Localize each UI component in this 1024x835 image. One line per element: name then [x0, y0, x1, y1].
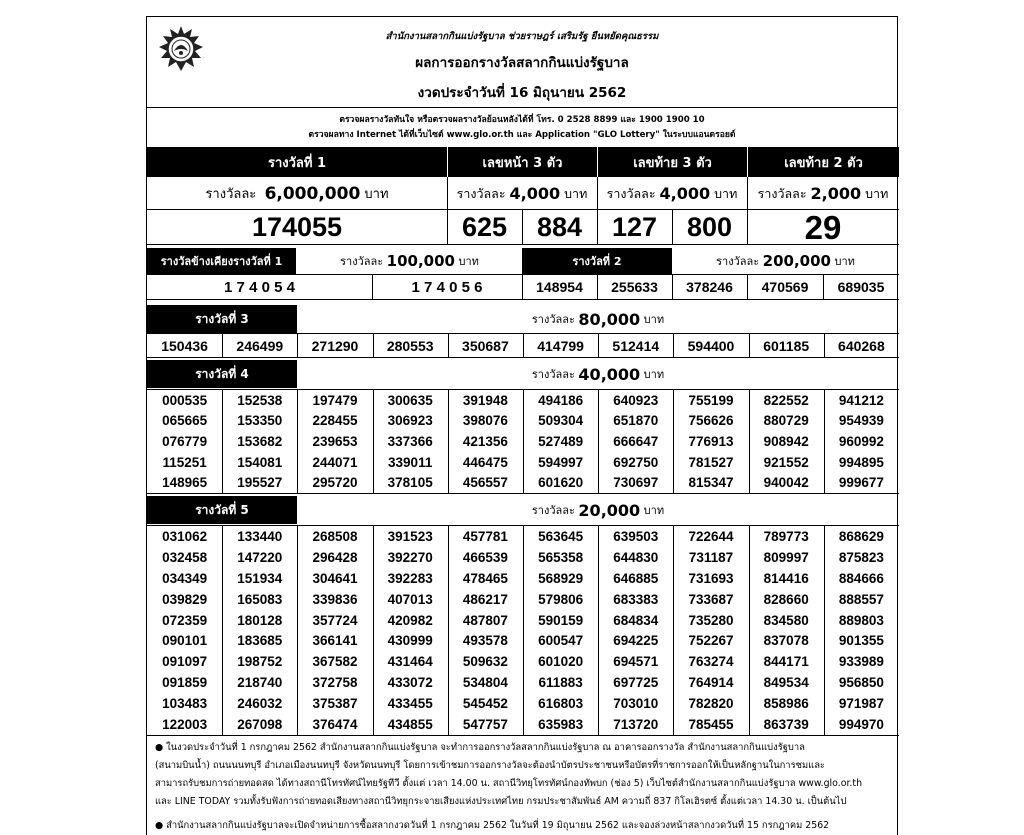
last2-number: 29: [804, 208, 842, 246]
prize-number: 960992: [838, 433, 884, 449]
prize-number: 391948: [462, 392, 508, 408]
prize-number: 456557: [462, 475, 508, 491]
prize-number: 034349: [162, 570, 208, 586]
prize-number: 446475: [462, 454, 508, 470]
prize-number: 722644: [688, 528, 734, 544]
near-first-number: 1 7 4 0 5 6: [411, 278, 483, 296]
prize-number: 430999: [387, 633, 433, 649]
third-prize-header: รางวัลที่ 3: [147, 305, 297, 333]
prize-number: 267098: [237, 717, 283, 733]
prize-number: 713720: [613, 717, 659, 733]
prize-number: 494186: [538, 392, 584, 408]
prize-number: 971987: [838, 696, 884, 712]
prize-number: 431464: [387, 654, 433, 670]
prize-number: 921552: [763, 454, 809, 470]
prize-number: 407013: [387, 591, 433, 607]
prize-number: 815347: [688, 475, 734, 491]
grid-line: [147, 735, 899, 736]
prize-number: 133440: [237, 528, 283, 544]
prize-number: 392283: [387, 570, 433, 586]
prize-number: 888557: [838, 591, 884, 607]
second-prize-number: 148954: [536, 279, 583, 295]
prize-number: 065665: [162, 413, 208, 429]
second-prize-number: 689035: [837, 279, 885, 295]
prize-number: 858986: [763, 696, 809, 712]
fourth-prize-header: รางวัลที่ 4: [147, 360, 297, 388]
prize-number: 703010: [613, 696, 659, 712]
prize-number: 594997: [538, 454, 584, 470]
prize-number: 246032: [237, 696, 283, 712]
note-line: สามารถรับชมการถ่ายทอดสด ได้ทางสถานีโทรทัศน์ไทยรัฐทีวี ตั้งแต่ เวลา 14.00 น. สถานีวิทยุโทรทัศน์กองทัพบก (ช่อง 5) เว็บไซต์สำนักงานสลากกินแบ่งรัฐบาล www.glo.or.th: [155, 778, 863, 789]
prize-number: 000535: [162, 392, 208, 408]
grid-line: [673, 389, 674, 493]
grid-line: [147, 299, 899, 300]
prize-number: 594400: [687, 337, 735, 354]
grid-line: [447, 177, 448, 245]
note-line: ● ในงวดประจำวันที่ 1 กรกฎาคม 2562 สำนักงานสลากกินแบ่งรัฐบาล จะทำการออกรางวัลสลากกินแบ่งรัฐบาล ณ อาคารออกรางวัล สำนักงานสลากกินแบ่งรัฐบาล: [155, 742, 805, 753]
grid-line: [747, 274, 748, 299]
prize-number: 151934: [237, 570, 283, 586]
first-prize-header: รางวัลที่ 1: [147, 147, 447, 177]
prize-number: 153682: [237, 433, 283, 449]
prize-number: 763274: [688, 654, 734, 670]
prize-number: 509632: [462, 654, 508, 670]
prize-number: 644830: [613, 549, 659, 565]
prize-number: 244071: [312, 454, 358, 470]
near-first-number: 1 7 4 0 5 4: [224, 278, 295, 296]
grid-line: [147, 493, 899, 494]
prize-number: 646885: [613, 570, 659, 586]
prize-number: 568929: [538, 570, 584, 586]
second-prize-amount: รางวัลละ 200,000 บาท: [716, 252, 855, 270]
prize-number: 837078: [763, 633, 809, 649]
prize-number: 295720: [312, 475, 358, 491]
prize-number: 875823: [838, 549, 884, 565]
prize-number: 639503: [613, 528, 659, 544]
grid-line: [222, 525, 223, 735]
prize-number: 651870: [613, 413, 659, 429]
back3-header: เลขท้าย 3 ตัว: [598, 147, 747, 177]
draw-date: งวดประจำวันที่ 16 มิถุนายน 2562: [417, 85, 627, 101]
grid-line: [672, 209, 673, 245]
prize-number: 941212: [838, 392, 884, 408]
prize-number: 147220: [237, 549, 283, 565]
prize-number: 933989: [838, 654, 884, 670]
prize-number: 509304: [538, 413, 584, 429]
grid-line: [598, 389, 599, 493]
back3-number: 800: [686, 212, 733, 242]
fifth-prize-header: รางวัลที่ 5: [147, 496, 297, 524]
prize-number: 218740: [237, 675, 283, 691]
prize-number: 031062: [162, 528, 208, 544]
page-title: ผลการออกรางวัลสลากกินแบ่งรัฐบาล: [415, 55, 629, 71]
prize-number: 782820: [688, 696, 734, 712]
back3-number: 127: [611, 212, 658, 242]
prize-number: 375387: [312, 696, 358, 712]
info-line-2: ตรวจผลทาง Internet ได้ที่เว็บไซต์ www.glo.or.th และ Application "GLO Lottery" ในระบบแอนดรอยด์: [308, 130, 736, 140]
grid-line: [448, 525, 449, 735]
prize-number: 091859: [162, 675, 208, 691]
prize-number: 271290: [311, 337, 359, 354]
prize-number: 590159: [538, 612, 584, 628]
prize-number: 165083: [237, 591, 283, 607]
lottery-results-sheet: [146, 16, 898, 835]
prize-number: 076779: [162, 433, 208, 449]
grid-line: [597, 177, 598, 245]
note-line: ● สำนักงานสลากกินแบ่งรัฐบาลจะเปิดจำหน่ายการซื้อสลากงวดวันที่ 1 กรกฎาคม 2562 ในวันที่ 19 มิถุนายน 2562 และจองล่วงหน้าสลากงวดวันที่ 15 กรกฎาคม 2562: [155, 820, 830, 831]
near-first-header: รางวัลข้างเคียงรางวัลที่ 1: [147, 248, 296, 274]
prize-number: 180128: [237, 612, 283, 628]
prize-number: 268508: [312, 528, 358, 544]
prize-number: 154081: [237, 454, 283, 470]
prize-number: 457781: [462, 528, 508, 544]
prize-number: 697725: [613, 675, 659, 691]
prize-number: 868629: [838, 528, 884, 544]
second-prize-number: 378246: [686, 279, 733, 295]
prize-number: 635983: [538, 717, 584, 733]
prize-number: 103483: [162, 696, 208, 712]
first-prize-number: 174055: [251, 212, 343, 242]
grid-line: [598, 525, 599, 735]
prize-number: 640268: [838, 337, 885, 354]
grid-line: [523, 389, 524, 493]
prize-number: 756626: [688, 413, 734, 429]
prize-number: 789773: [763, 528, 809, 544]
prize-number: 433072: [387, 675, 433, 691]
grid-line: [749, 525, 750, 735]
prize-number: 152538: [237, 392, 283, 408]
info-line-1: ตรวจผลรางวัลทันใจ หรือตรวจผลรางวัลย้อนหลังได้ที่ โทร. 0 2528 8899 และ 1900 1900 10: [339, 115, 705, 125]
prize-number: 999677: [838, 475, 884, 491]
prize-number: 880729: [763, 413, 809, 429]
prize-number: 420982: [387, 612, 433, 628]
grid-line: [448, 333, 449, 357]
prize-number: 565358: [538, 549, 584, 565]
prize-number: 350687: [462, 337, 509, 354]
note-line: (สนามบินน้ำ) ถนนนนทบุรี อำเภอเมืองนนทบุรี จังหวัดนนทบุรี โดยการเข้าชมการออกรางวัลจะต้องนำบัตรประชาชนหรือบัตรที่ราชการออกให้เป็นหลักฐานในการชมและ: [155, 760, 825, 771]
prize-number: 339836: [312, 591, 358, 607]
prize-number: 466539: [462, 549, 508, 565]
prize-number: 339011: [388, 454, 433, 470]
prize-number: 115251: [162, 454, 207, 470]
prize-number: 694225: [613, 633, 659, 649]
prize-number: 039829: [162, 591, 208, 607]
front3-amount: รางวัลละ 4,000 บาท: [456, 184, 588, 203]
prize-number: 512414: [612, 337, 660, 354]
prize-number: 600547: [538, 633, 584, 649]
fifth-prize-amount: รางวัลละ 20,000 บาท: [531, 500, 665, 520]
prize-number: 785455: [688, 717, 734, 733]
prize-number: 601620: [538, 475, 584, 491]
prize-number: 183685: [237, 633, 283, 649]
prize-number: 421356: [462, 433, 508, 449]
prize-number: 032458: [162, 549, 208, 565]
prize-number: 239653: [312, 433, 358, 449]
second-prize-number: 470569: [761, 279, 809, 295]
prize-number: 692750: [613, 454, 659, 470]
prize-number: 733687: [688, 591, 734, 607]
prize-number: 091097: [162, 654, 208, 670]
grid-line: [673, 525, 674, 735]
grid-line: [598, 333, 599, 357]
prize-number: 940042: [763, 475, 809, 491]
prize-number: 616803: [538, 696, 584, 712]
prize-number: 366141: [312, 633, 358, 649]
prize-number: 889803: [838, 612, 884, 628]
second-prize-number: 255633: [611, 279, 658, 295]
prize-number: 954939: [838, 413, 884, 429]
prize-number: 828660: [763, 591, 809, 607]
grid-line: [673, 333, 674, 357]
grid-line: [823, 274, 824, 299]
prize-number: 640923: [613, 392, 659, 408]
prize-number: 392270: [387, 549, 433, 565]
prize-number: 834580: [763, 612, 809, 628]
prize-number: 300635: [387, 392, 433, 408]
prize-number: 601185: [763, 337, 810, 354]
prize-number: 545452: [462, 696, 508, 712]
prize-number: 372758: [312, 675, 358, 691]
note-line: และ LINE TODAY รวมทั้งรับฟังการถ่ายทอดเสียงทางสถานีวิทยุกระจายเสียงแห่งประเทศไทย กรมประชาสัมพันธ์ AM ความถี่ 837 กิโลเฮิรตซ์ ตั้งแต่เวลา 14.30 น. เป็นต้นไป: [155, 796, 847, 807]
prize-number: 684834: [613, 612, 659, 628]
grid-line: [824, 333, 825, 357]
prize-number: 547757: [462, 717, 508, 733]
prize-number: 579806: [538, 591, 584, 607]
grid-line: [373, 333, 374, 357]
prize-number: 486217: [462, 591, 508, 607]
prize-number: 994970: [838, 717, 884, 733]
grid-line: [824, 525, 825, 735]
prize-number: 122003: [162, 717, 208, 733]
grid-line: [147, 209, 899, 210]
prize-number: 764914: [688, 675, 734, 691]
prize-number: 198752: [237, 654, 283, 670]
third-prize-amount: รางวัลละ 80,000 บาท: [531, 309, 665, 329]
prize-number: 563645: [538, 528, 584, 544]
grid-line: [372, 274, 373, 299]
prize-number: 337366: [387, 433, 433, 449]
prize-number: 434855: [387, 717, 433, 733]
first-prize-amount: รางวัลละ 6,000,000 บาท: [205, 183, 389, 204]
prize-number: 306923: [387, 413, 433, 429]
grid-line: [297, 525, 298, 735]
prize-number: 884666: [838, 570, 884, 586]
prize-number: 228455: [312, 413, 358, 429]
grid-line: [523, 525, 524, 735]
prize-number: 844171: [763, 654, 809, 670]
front3-header: เลขหน้า 3 ตัว: [448, 147, 597, 177]
prize-number: 731187: [688, 549, 734, 565]
prize-number: 611883: [538, 675, 583, 691]
last2-amount: รางวัลละ 2,000 บาท: [757, 184, 889, 203]
grid-line: [597, 274, 598, 299]
prize-number: 153350: [237, 413, 283, 429]
prize-number: 304641: [312, 570, 358, 586]
prize-number: 072359: [162, 612, 208, 628]
grid-line: [672, 274, 673, 299]
prize-number: 433455: [387, 696, 433, 712]
grid-line: [147, 357, 899, 358]
prize-number: 487807: [462, 612, 508, 628]
prize-number: 296428: [312, 549, 358, 565]
prize-number: 090101: [162, 633, 208, 649]
prize-number: 376474: [312, 717, 358, 733]
grid-line: [522, 209, 523, 245]
prize-number: 195527: [237, 475, 283, 491]
prize-number: 901355: [838, 633, 884, 649]
second-prize-header: รางวัลที่ 2: [522, 248, 672, 274]
prize-number: 478465: [462, 570, 508, 586]
prize-number: 849534: [763, 675, 809, 691]
prize-number: 809997: [763, 549, 809, 565]
grid-line: [747, 177, 748, 245]
prize-number: 280553: [386, 337, 434, 354]
org-motto: สำนักงานสลากกินแบ่งรัฐบาล ช่วยราษฎร์ เสริมรัฐ ยืนหยัดคุณธรรม: [385, 31, 659, 42]
grid-line: [749, 389, 750, 493]
prize-number: 822552: [763, 392, 809, 408]
prize-number: 908942: [763, 433, 809, 449]
prize-number: 694571: [613, 654, 659, 670]
prize-number: 367582: [312, 654, 358, 670]
grid-line: [373, 389, 374, 493]
near-first-amount: รางวัลละ 100,000 บาท: [340, 252, 479, 270]
grid-line: [824, 389, 825, 493]
prize-number: 814416: [763, 570, 809, 586]
grid-line: [448, 389, 449, 493]
prize-number: 601020: [538, 654, 584, 670]
prize-number: 776913: [688, 433, 734, 449]
prize-number: 493578: [462, 633, 508, 649]
prize-number: 755199: [688, 392, 734, 408]
prize-number: 414799: [537, 337, 584, 354]
grid-line: [297, 333, 298, 357]
prize-number: 398076: [462, 413, 508, 429]
prize-number: 534804: [462, 675, 508, 691]
prize-number: 683383: [613, 591, 659, 607]
prize-number: 752267: [688, 633, 734, 649]
header-divider: [147, 107, 897, 108]
grid-line: [522, 274, 523, 299]
grid-line: [222, 333, 223, 357]
grid-line: [373, 525, 374, 735]
prize-number: 730697: [613, 475, 659, 491]
prize-number: 148965: [162, 475, 208, 491]
fourth-prize-amount: รางวัลละ 40,000 บาท: [531, 364, 665, 384]
prize-number: 391523: [387, 528, 433, 544]
last2-header: เลขท้าย 2 ตัว: [748, 147, 899, 177]
back3-amount: รางวัลละ 4,000 บาท: [606, 184, 738, 203]
prize-number: 527489: [538, 433, 584, 449]
grid-line: [147, 244, 899, 245]
grid-line: [523, 333, 524, 357]
prize-number: 357724: [312, 612, 358, 628]
front3-number: 625: [461, 212, 508, 242]
grid-line: [222, 389, 223, 493]
prize-number: 378105: [387, 475, 433, 491]
prize-number: 666647: [613, 433, 659, 449]
grid-line: [749, 333, 750, 357]
prize-number: 781527: [688, 454, 734, 470]
prize-number: 197479: [312, 392, 358, 408]
prize-number: 246499: [236, 337, 284, 354]
prize-number: 735280: [688, 612, 734, 628]
prize-number: 863739: [763, 717, 809, 733]
prize-number: 731693: [688, 570, 734, 586]
prize-number: 994895: [838, 454, 884, 470]
grid-line: [297, 389, 298, 493]
front3-number: 884: [536, 212, 583, 242]
prize-number: 956850: [838, 675, 884, 691]
prize-number: 150436: [161, 337, 208, 354]
